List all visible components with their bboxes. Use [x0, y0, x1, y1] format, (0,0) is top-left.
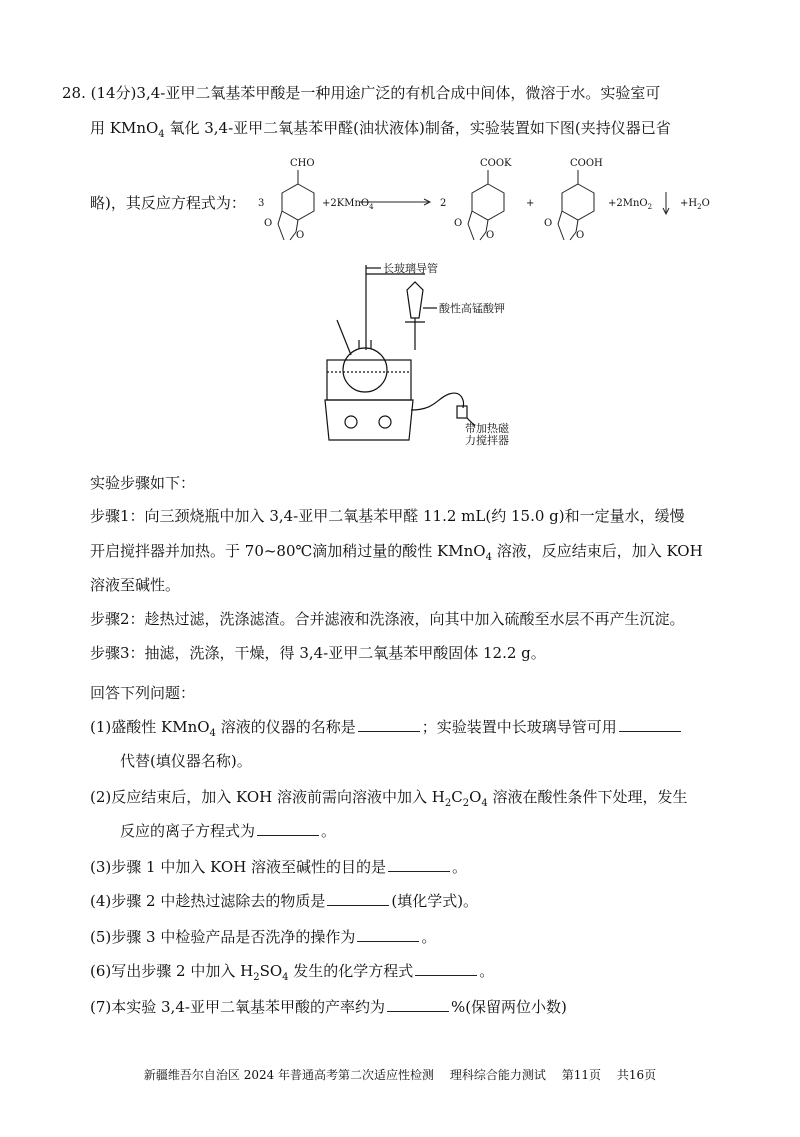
page-footer — [0, 1066, 800, 1083]
coefficient-3: 3 — [258, 198, 265, 209]
footer-total: 共16页 — [616, 1068, 657, 1082]
equation-intro: 略)，其反应方程式为： — [90, 194, 246, 212]
power-cable — [411, 393, 463, 410]
water-bath — [327, 360, 411, 400]
q2-line-b: 反应的离子方程式为 。 — [120, 822, 337, 840]
ring-oxygen: O — [454, 218, 463, 229]
coefficient-2: 2 — [440, 198, 447, 209]
dropping-funnel — [405, 282, 433, 350]
answer-blank[interactable] — [357, 940, 419, 942]
stirrer-base — [325, 400, 413, 440]
apparatus-diagram — [315, 260, 545, 450]
step2: 步骤2：趁热过滤，洗涤滤渣。合并滤液和洗涤液，向其中加入硫酸至水层不再产生沉淀。 — [90, 610, 685, 628]
q4: (4)步骤 2 中趁热过滤除去的物质是 (填化学式)。 — [90, 892, 479, 910]
label-stirrer-1: 带加热磁 — [465, 422, 509, 435]
step1-line-a: 步骤1：向三颈烧瓶中加入 3,4-亚甲二氧基苯甲醛 11.2 mL(约 15.0 g)和一定量水，缓慢 — [90, 507, 685, 525]
q1-line-a: (1)盛酸性 KMnO$_4$ 溶液的仪器的名称是 ；实验装置中长玻璃导管可用 — [90, 716, 683, 739]
label-funnel: 酸性高锰酸钾 — [439, 302, 505, 315]
question-line-1: 28. (14分)3,4-亚甲二氧基苯甲酸是一种用途广泛的有机合成中间体，微溶于水。实验室可 — [62, 84, 661, 102]
ring-oxygen: O — [576, 230, 585, 241]
q5: (5)步骤 3 中检验产品是否洗净的操作为 。 — [90, 928, 437, 946]
ring-oxygen: O — [264, 218, 273, 229]
question-line-2: 用 KMnO$_4$ 氧化 3,4-亚甲二氧基苯甲醛(油状液体)制备，实验装置如下图(夹持仪器已省 — [90, 119, 671, 140]
footer-page: 第11页 — [561, 1068, 601, 1082]
thermometer — [337, 320, 351, 355]
water-product: $+H_2O$ — [680, 198, 710, 211]
reaction-equation — [250, 152, 720, 252]
ring-oxygen: O — [296, 230, 305, 241]
answer-blank[interactable] — [387, 1010, 449, 1012]
cho-label: CHO — [290, 158, 315, 169]
q7: (7)本实验 3,4-亚甲二氧基苯甲酸的产率约为 %(保留两位小数) — [90, 998, 567, 1016]
ring-oxygen: O — [486, 230, 495, 241]
label-long-tube: 长玻璃导管 — [383, 262, 438, 275]
steps-heading: 实验步骤如下： — [90, 474, 196, 492]
q6: (6)写出步骤 2 中加入 $H_2SO_4$ 发生的化学方程式 。 — [90, 962, 495, 983]
answer-blank[interactable] — [415, 974, 477, 976]
step3: 步骤3：抽滤，洗涤，干燥，得 3,4-亚甲二氧基苯甲酸固体 12.2 g。 — [90, 644, 546, 662]
answer-blank[interactable] — [327, 904, 389, 906]
q2-line-a: (2)反应结束后，加入 KOH 溶液前需向溶液中加入 $H_2C_2O_4$ 溶液在酸性条件下处理，发生 — [90, 788, 688, 809]
three-neck-flask — [343, 348, 387, 392]
q3: (3)步骤 1 中加入 KOH 溶液至碱性的目的是 。 — [90, 858, 468, 876]
cook-label: COOK — [480, 158, 512, 169]
step1-line-b: 开启搅拌器并加热。于 70~80℃滴加稍过量的酸性 KMnO$_4$ 溶液，反应结束后，加入 KOH — [90, 542, 703, 563]
questions-intro: 回答下列问题： — [90, 684, 196, 702]
footer-exam: 新疆维吾尔自治区 2024 年普通高考第二次适应性检测 — [143, 1068, 435, 1082]
reagent-kmno4: +2KMnO$_4$ — [322, 198, 374, 211]
footer-subject: 理科综合能力测试 — [449, 1068, 546, 1082]
answer-blank[interactable] — [257, 834, 319, 836]
plus-sign: + — [526, 198, 535, 209]
label-stirrer-2: 力搅拌器 — [465, 434, 509, 447]
answer-blank[interactable] — [358, 730, 420, 732]
cooh-label: COOH — [570, 158, 603, 169]
answer-blank[interactable] — [388, 870, 450, 872]
step1-line-c: 溶液至碱性。 — [90, 576, 181, 594]
answer-blank[interactable] — [619, 730, 681, 732]
reagent-mno2: +2MnO$_2$ — [608, 198, 653, 211]
ring-oxygen: O — [544, 218, 553, 229]
q1-line-b: 代替(填仪器名称)。 — [120, 752, 252, 770]
